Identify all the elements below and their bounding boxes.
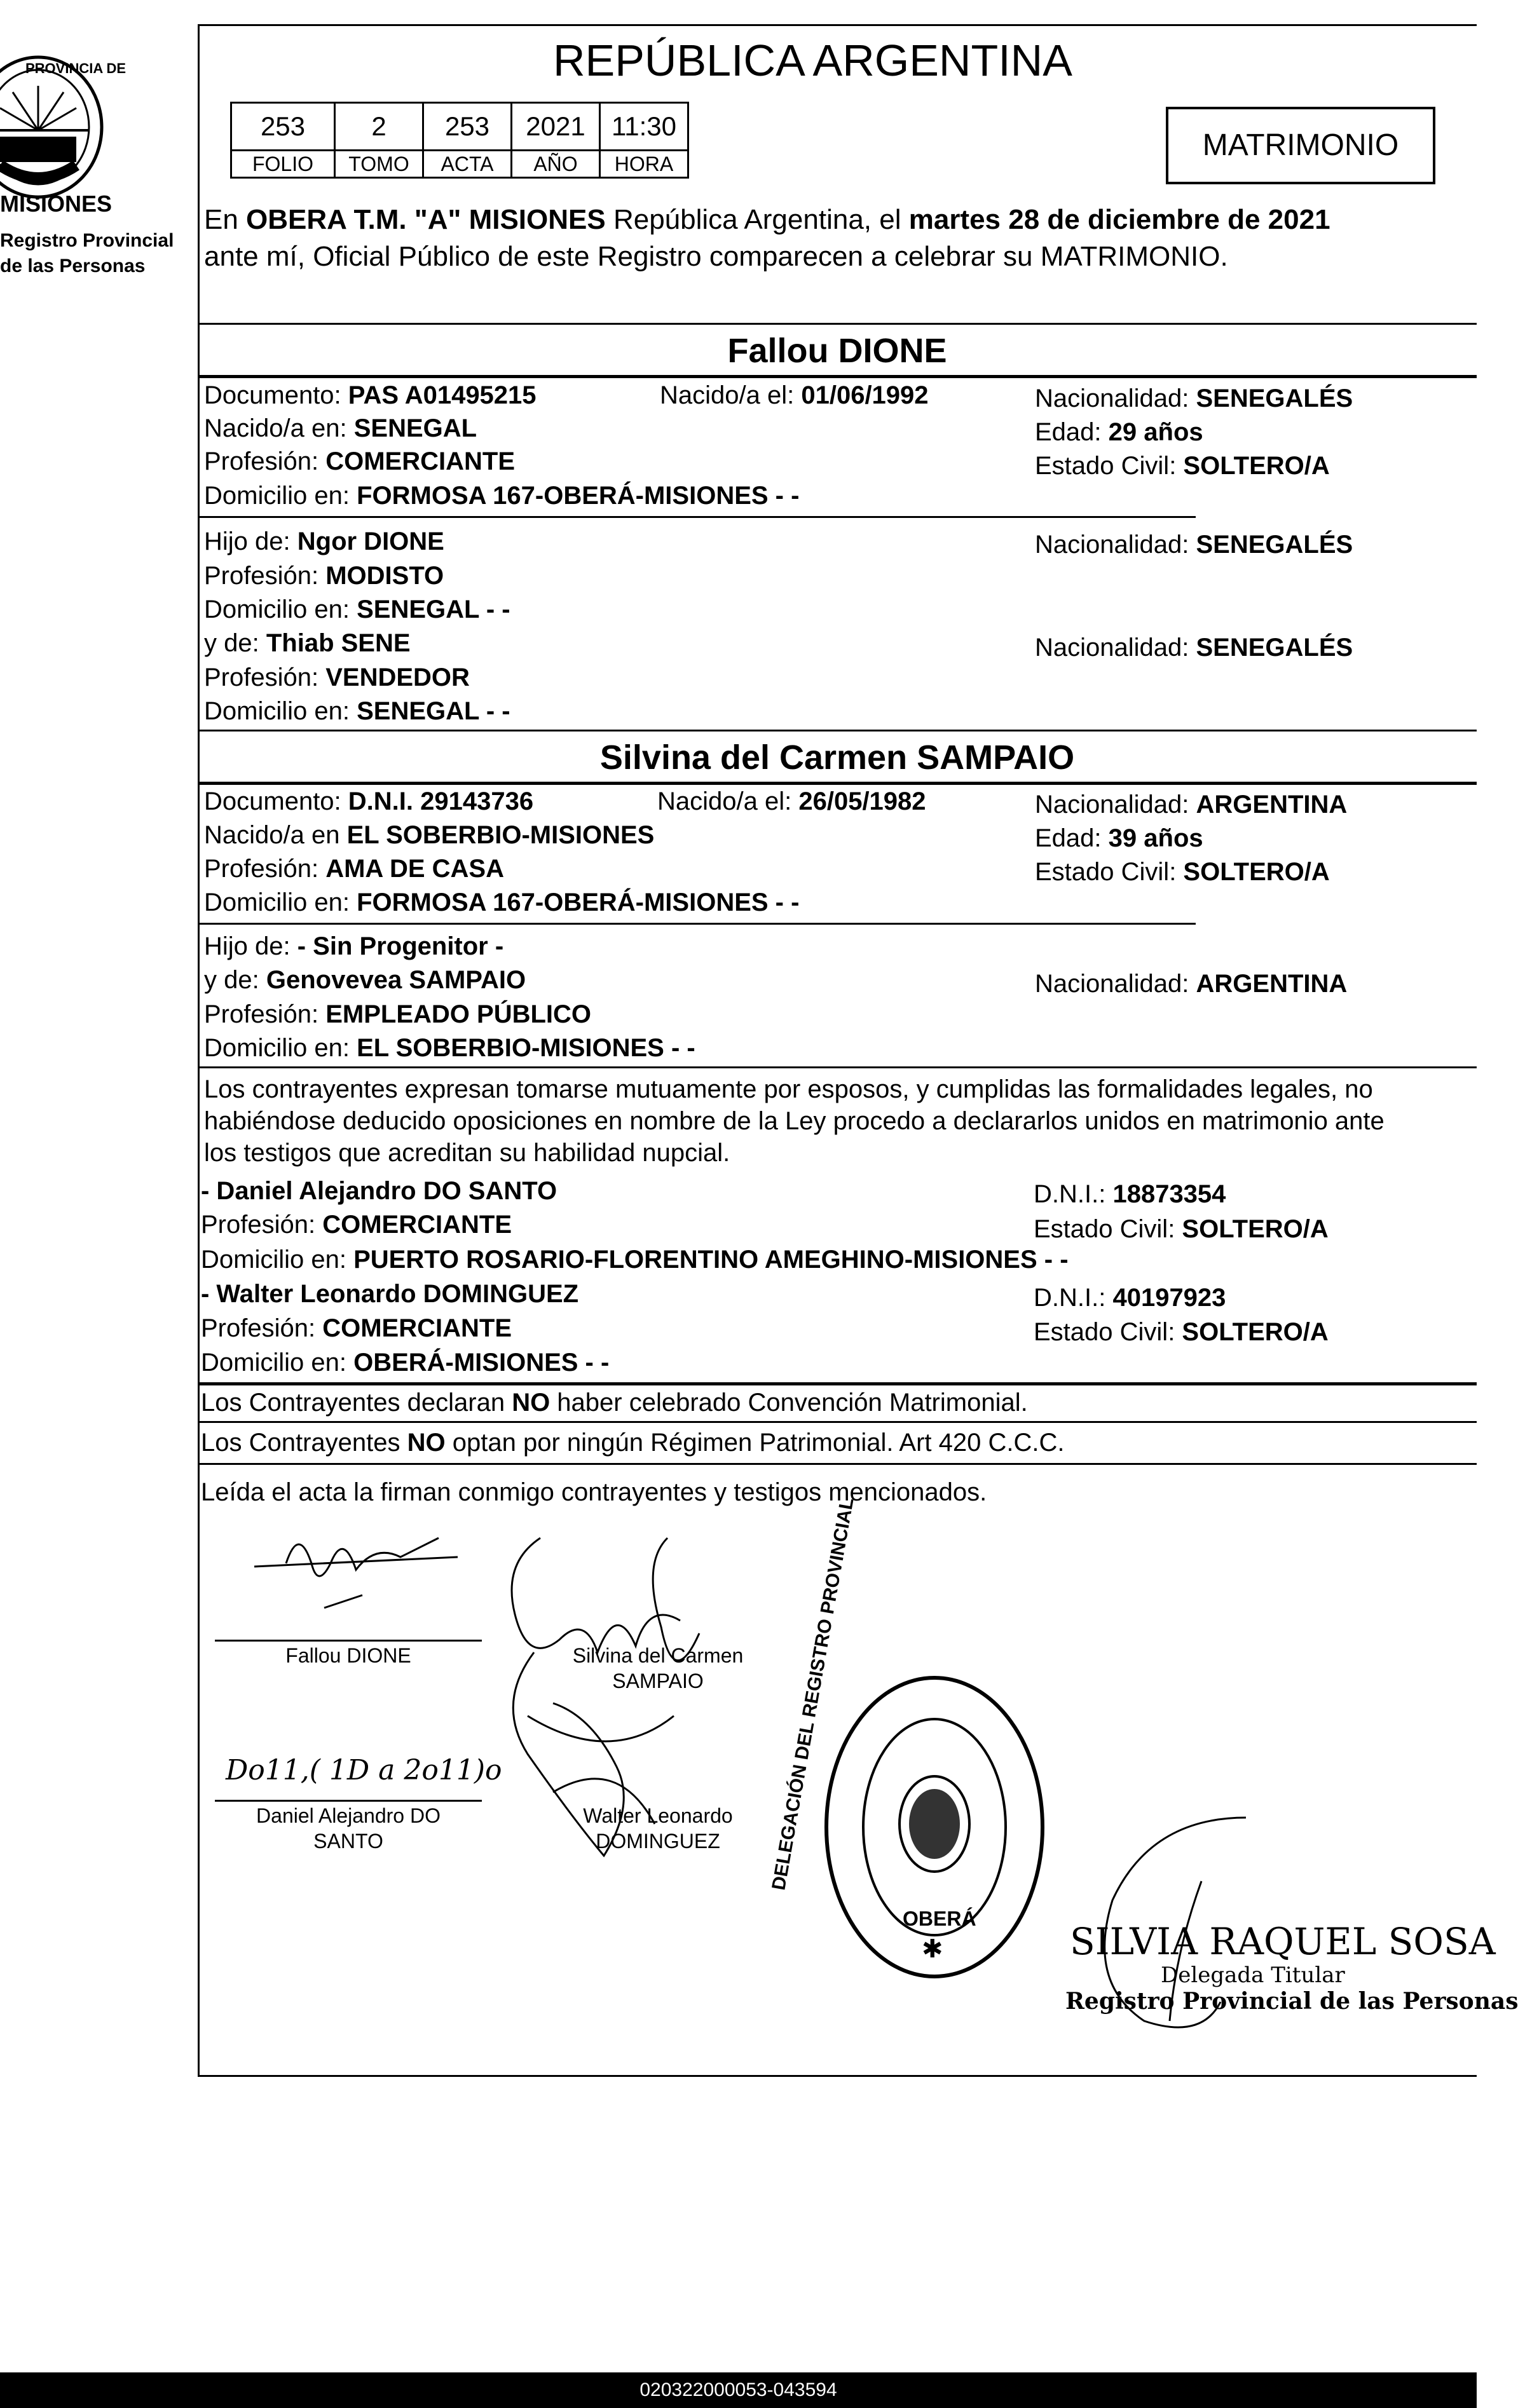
declaration-line-1: Los contrayentes expresan tomarse mutuamente por esposos, y cumplidas las formalidades legales, no	[204, 1075, 1373, 1103]
intro-text-a: En	[204, 204, 247, 235]
witness2-name: - Walter Leonardo DOMINGUEZ	[201, 1280, 579, 1308]
witness1-name: - Daniel Alejandro DO SANTO	[201, 1177, 557, 1205]
spouse2-birthplace: Nacido/a en EL SOBERBIO-MISIONES	[204, 821, 655, 849]
act-type-box: MATRIMONIO	[1166, 107, 1435, 184]
intro-date: martes 28 de diciembre de 2021	[908, 204, 1330, 235]
spouse1-father: Hijo de: Ngor DIONE	[204, 527, 444, 555]
logo-top-text: PROVINCIA DE	[25, 60, 126, 76]
divider	[198, 730, 1477, 731]
spouse2-doc: Documento: D.N.I. 29143736	[204, 787, 534, 815]
hour-label: HORA	[600, 151, 688, 178]
divider	[198, 516, 1196, 518]
agreement-line-1: Los Contrayentes declaran NO haber celebrado Convención Matrimonial.	[201, 1389, 1028, 1417]
witness2-dni: D.N.I.: 40197923	[1034, 1284, 1226, 1312]
signature-daniel: Do11,( 1D a 2o11)o	[226, 1754, 502, 1786]
divider	[198, 1382, 1477, 1385]
official-role: Delegada Titular	[1161, 1962, 1345, 1988]
spouse1-father-nationality: Nacionalidad: SENEGALÉS	[1035, 531, 1353, 559]
signature-label-walter-1: Walter Leonardo	[583, 1804, 733, 1827]
signature-fallou	[248, 1519, 489, 1633]
witness1-profession: Profesión: COMERCIANTE	[201, 1211, 512, 1239]
logo-caption-2: de las Personas	[0, 255, 146, 276]
registry-table	[230, 102, 689, 179]
spouse1-civil: Estado Civil: SOLTERO/A	[1035, 452, 1330, 480]
witness2-profession: Profesión: COMERCIANTE	[201, 1314, 512, 1342]
spouse1-mother-address: Domicilio en: SENEGAL - -	[204, 697, 510, 725]
signature-label-walter-2: DOMINGUEZ	[596, 1830, 720, 1853]
agreement-line-2: Los Contrayentes NO optan por ningún Régimen Patrimonial. Art 420 C.C.C.	[201, 1429, 1065, 1457]
spouse2-age: Edad: 39 años	[1035, 824, 1203, 852]
witness1-dni: D.N.I.: 18873354	[1034, 1180, 1226, 1208]
divider	[198, 1463, 1477, 1465]
acta-value: 253	[423, 103, 512, 151]
divider	[198, 782, 1477, 785]
intro-line-2: ante mí, Oficial Público de este Registro comparecen a celebrar su MATRIMONIO.	[204, 241, 1228, 272]
spouse1-doc: Documento: PAS A01495215	[204, 381, 537, 409]
signature-label-fallou: Fallou DIONE	[285, 1644, 411, 1667]
spouse1-born: Nacido/a el: 01/06/1992	[660, 381, 929, 409]
spouse2-profession: Profesión: AMA DE CASA	[204, 855, 504, 883]
spouse2-name: Silvina del Carmen SAMPAIO	[599, 738, 1075, 777]
folio-value: 253	[231, 103, 335, 151]
spouse1-name: Fallou DIONE	[727, 332, 947, 370]
signature-label-daniel-2: SANTO	[313, 1830, 383, 1853]
spouse2-father: Hijo de: - Sin Progenitor -	[204, 932, 504, 960]
closing-text: Leída el acta la firman conmigo contrayentes y testigos mencionados.	[201, 1478, 987, 1506]
spouse1-mother-profession: Profesión: VENDEDOR	[204, 663, 470, 691]
signature-label-silvina-2: SAMPAIO	[612, 1670, 704, 1692]
divider	[198, 1421, 1477, 1423]
spouse2-mother-address: Domicilio en: EL SOBERBIO-MISIONES - -	[204, 1034, 695, 1062]
divider	[198, 323, 1477, 325]
document-code: 020322000053-043594	[0, 2372, 1477, 2408]
year-value: 2021	[512, 103, 600, 151]
signature-line	[215, 1640, 482, 1642]
signature-line	[215, 1800, 482, 1802]
hour-value: 11:30	[600, 103, 688, 151]
signature-label-silvina-1: Silvina del Carmen	[572, 1644, 744, 1667]
spouse1-address: Domicilio en: FORMOSA 167-OBERÁ-MISIONES - -	[204, 482, 800, 510]
tomo-value: 2	[335, 103, 423, 151]
official-seal-icon	[768, 1496, 1049, 1983]
spouse2-born: Nacido/a el: 26/05/1982	[657, 787, 926, 815]
witness1-address: Domicilio en: PUERTO ROSARIO-FLORENTINO AMEGHINO-MISIONES - -	[201, 1246, 1069, 1274]
spouse1-father-profession: Profesión: MODISTO	[204, 562, 444, 590]
witness2-civil: Estado Civil: SOLTERO/A	[1034, 1318, 1329, 1346]
spouse1-father-address: Domicilio en: SENEGAL - -	[204, 595, 510, 623]
intro-line-1	[204, 205, 1330, 235]
tomo-label: TOMO	[335, 151, 423, 178]
spouse2-mother-nationality: Nacionalidad: ARGENTINA	[1035, 970, 1348, 998]
acta-label: ACTA	[423, 151, 512, 178]
folio-label: FOLIO	[231, 151, 335, 178]
declaration-line-2: habiéndose deducido oposiciones en nombre de la Ley procedo a declararlos unidos en matrimonio ante	[204, 1107, 1385, 1135]
divider	[198, 2075, 1477, 2077]
spouse1-mother-nationality: Nacionalidad: SENEGALÉS	[1035, 634, 1353, 662]
svg-text:✱: ✱	[922, 1935, 943, 1963]
official-office: Registro Provincial de las Personas	[1065, 1988, 1518, 2015]
spouse2-nationality: Nacionalidad: ARGENTINA	[1035, 791, 1348, 819]
divider	[198, 375, 1477, 378]
intro-place: OBERA T.M. "A" MISIONES	[246, 204, 606, 235]
page-title: REPÚBLICA ARGENTINA	[553, 36, 1072, 85]
spouse2-civil: Estado Civil: SOLTERO/A	[1035, 858, 1330, 886]
svg-text:DELEGACIÓN DEL REGISTRO PROVIN: DELEGACIÓN DEL REGISTRO PROVINCIAL	[768, 1496, 858, 1892]
witness2-address: Domicilio en: OBERÁ-MISIONES - -	[201, 1349, 610, 1377]
year-label: AÑO	[512, 151, 600, 178]
spouse1-age: Edad: 29 años	[1035, 418, 1203, 446]
divider	[198, 1066, 1477, 1068]
divider	[198, 923, 1196, 925]
spouse1-mother: y de: Thiab SENE	[204, 629, 411, 657]
spouse1-profession: Profesión: COMERCIANTE	[204, 447, 515, 475]
spouse1-birthplace: Nacido/a en: SENEGAL	[204, 414, 477, 442]
intro-text-b: República Argentina, el	[605, 204, 909, 235]
logo-caption-1: Registro Provincial	[0, 230, 174, 251]
svg-text:OBERÁ: OBERÁ	[903, 1907, 976, 1930]
spouse2-mother: y de: Genovevea SAMPAIO	[204, 966, 526, 994]
spouse1-nationality: Nacionalidad: SENEGALÉS	[1035, 384, 1353, 412]
official-name: SILVIA RAQUEL SOSA	[1070, 1920, 1496, 1963]
logo-bottom-text: MISIONES	[0, 191, 113, 217]
declaration-line-3: los testigos que acreditan su habilidad nupcial.	[204, 1139, 730, 1167]
spouse2-mother-profession: Profesión: EMPLEADO PÚBLICO	[204, 1000, 592, 1028]
signature-label-daniel-1: Daniel Alejandro DO	[256, 1804, 441, 1827]
spouse2-address: Domicilio en: FORMOSA 167-OBERÁ-MISIONES - -	[204, 888, 800, 916]
witness1-civil: Estado Civil: SOLTERO/A	[1034, 1215, 1329, 1243]
